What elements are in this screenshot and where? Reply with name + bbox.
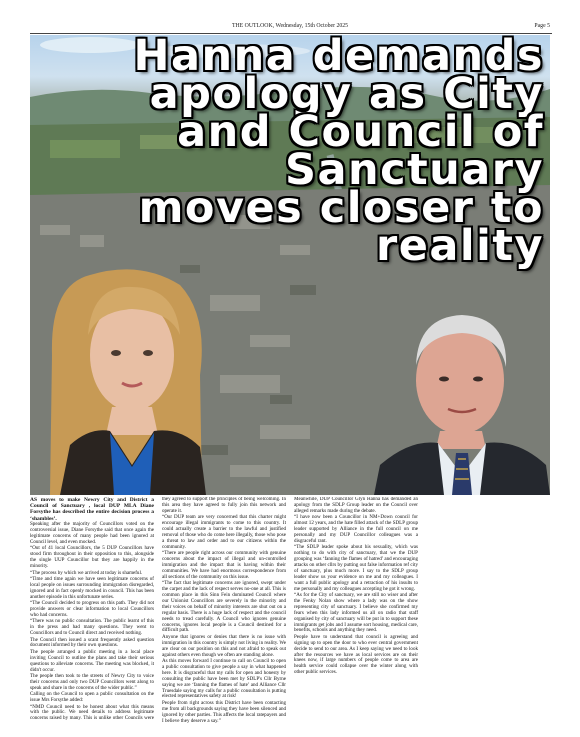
headline-line-6: reality <box>376 221 544 271</box>
article-lead: AS moves to make Newry City and District a Council of Sanctuary , local DUP MLA Diane Forsythe has described the entire decision process a ‘shambles’. <box>30 497 154 522</box>
article-paragraph: “The fact that legitimate concerns are ignored, swept under the carpet and the lack of respect serves no-one at all. This is common place in this Sinn Fein dominated Council where our Unionist Councillors are severely in the minority and their voices on behalf of minority interests are shut out on a regular basis. There is a huge lack of respect and the council needs to tread carefully. A Council who ignores genuine concerns, ignores local people is a Council destined for a difficult path. <box>162 580 286 634</box>
article-paragraph: The Council then issued a scant frequently asked question document informed by their own questions. <box>30 636 154 649</box>
headline <box>74 35 544 271</box>
hero-photo <box>30 35 550 495</box>
headline-line-2: apology as City <box>149 69 544 119</box>
article-paragraph: “There was no public consultation. The public learnt of this in the press and had many questions. They went to Councillors and to Council direct and received nothing. <box>30 618 154 637</box>
article-paragraph: “The process by which we arrived at today is shameful. <box>30 569 143 576</box>
headline-line-1: Hanna demands <box>133 35 544 81</box>
article-paragraph: “As for the City of sanctuary, we are still no wiser and after the Fenky Nolan show where a lady was on the show representing city of sanctuary. I believe she confirmed my fears when this lady informed us all on radio that staff organised by city of sanctuary will be put in to support these immigrants get jobs and I assume sort housing, medical care, benefits, schools and anything they need. <box>294 592 418 634</box>
header-rule <box>30 33 552 34</box>
article-paragraph: “NMD Council need to be honest about what this means with the public. We need details to address legitimate concerns raised by many. This is unlike other Councils were they agreed to support the principles of being welcoming. In this area they have agreed to fully join this network and operate it. <box>30 497 286 722</box>
article-paragraph: “Time and time again we have seen legitimate concerns of local people on issues surrounding immigration disregarded, ignored and in fact openly mocked in council. This has been another episode in this unfortunate series. <box>30 575 154 600</box>
headline-line-5: moves closer to <box>138 183 544 233</box>
headline-line-4: Sanctuary <box>284 145 544 195</box>
article-paragraph: Meanwhile, DUP Councillor Glyn Hanna has demanded an apology from the SDLP Group leader on the Council over alleged remarks made during the debate. <box>294 497 418 514</box>
page-number: Page 5 <box>534 23 550 29</box>
headline-line-3: and Council of <box>177 107 544 157</box>
woman-portrait <box>50 269 206 495</box>
article-paragraph: “Our DUP team are very concerned that this charter might encourage illegal immigrants to come to this country. It could actually create a barrier to the lawful and justified removal of those who do come here illegally, those who pose a threat to law and order and to our citizens within the community. <box>162 514 286 550</box>
article-paragraph: The people arranged a public meeting in a local place inviting Council to outline the plans and take their serious questions to alleviate concerns. The meeting was blocked, it didn't occur. <box>30 648 154 673</box>
article-paragraph: Speaking after the majority of Councillors voted on the controversial issue, Diane Forsythe said that once again the legitimate concerns of many people had been ignored at Council level, and even mocked. <box>30 521 154 546</box>
article-paragraph: As this moves forward I continue to call on Council to open a public consultation to give people a say in what happened here. It is disgraceful that my calls for open and honesty by consulting the public have been met by SDLP's Cllr Byrne saying we are ‘fanning the flames of hate’ and Alliance Cllr Truesdale saying my calls for a public consultation is putting elected representatives safety at risk! <box>162 657 286 700</box>
article-paragraph: “The Council decided to progress on this path. They did not provide answers or clear information to local Councillors who had concerns. <box>30 600 154 618</box>
masthead: THE OUTLOOK, Wednesday, 15th October 2025 <box>231 23 349 29</box>
article-paragraph: “There are people right across our community with genuine concerns about the impact of illegal and un-controlled immigration and the impact that is having within their communities. We have had enormous correspondence from all sections of the community on this issue. <box>162 550 286 580</box>
article-paragraph: Calling on the Council to open a public consultation on the issue Mrs Forsythe added: <box>30 691 154 704</box>
article-paragraph: People from right across this District have been contacting me from all backgrounds saying they have been silenced and ignored by other parties. This affects the local ratepayers and I believe they deserve a say.” <box>162 699 286 724</box>
article-paragraph: Anyone that ignores or denies that there is no issue with immigration in this country is simply not living in reality. We are clear on our position on this and not afraid to speak out against others even though we often are standing alone. <box>162 633 286 658</box>
article-paragraph: “The SDLP leader spoke about his sexuality, which was nothing to do with city of sanctuary, that we the DUP grouping was ‘fanning the flames of hatred’ and encouraging attacks on other cllrs by putting out false information ref city of sanctuary, plus much more. I say to the SDLP group leader show us your evidence on me and my colleagues. I want a full public apology and a retraction of his insults to me personally and my colleagues accepting he got it wrong. <box>294 544 418 592</box>
article-body <box>30 497 550 727</box>
article-paragraph: People have to understand that council is agreeing and signing up to open the door to who ever central government decide to send to our area. As I keep saying we need to look after the resources we have as local services are on their knees now, if large numbers of people come to area are health service could collapse over the winter along with other public services. <box>294 633 418 676</box>
article-paragraph: “I have now been a Councillor in NM+Down council for almost 12 years, and the hate filled attack of the SDLP group leader supported by Alliance in the full council on me personally and my DUP Councillor colleagues was a disgraceful rant. <box>294 514 418 544</box>
article-paragraph: The people then took to the streets of Newry City to voice their concerns and only two DUP Councillors went along to speak and share in the concerns of the wider public.” <box>30 672 154 691</box>
page-header <box>30 23 550 33</box>
article-paragraph: “Out of 41 local Councillors, the 5 DUP Councillors have stood firm throughout in their opposition to this, alongside the single UUP Councillor but they are happily in the minority. <box>30 545 154 570</box>
